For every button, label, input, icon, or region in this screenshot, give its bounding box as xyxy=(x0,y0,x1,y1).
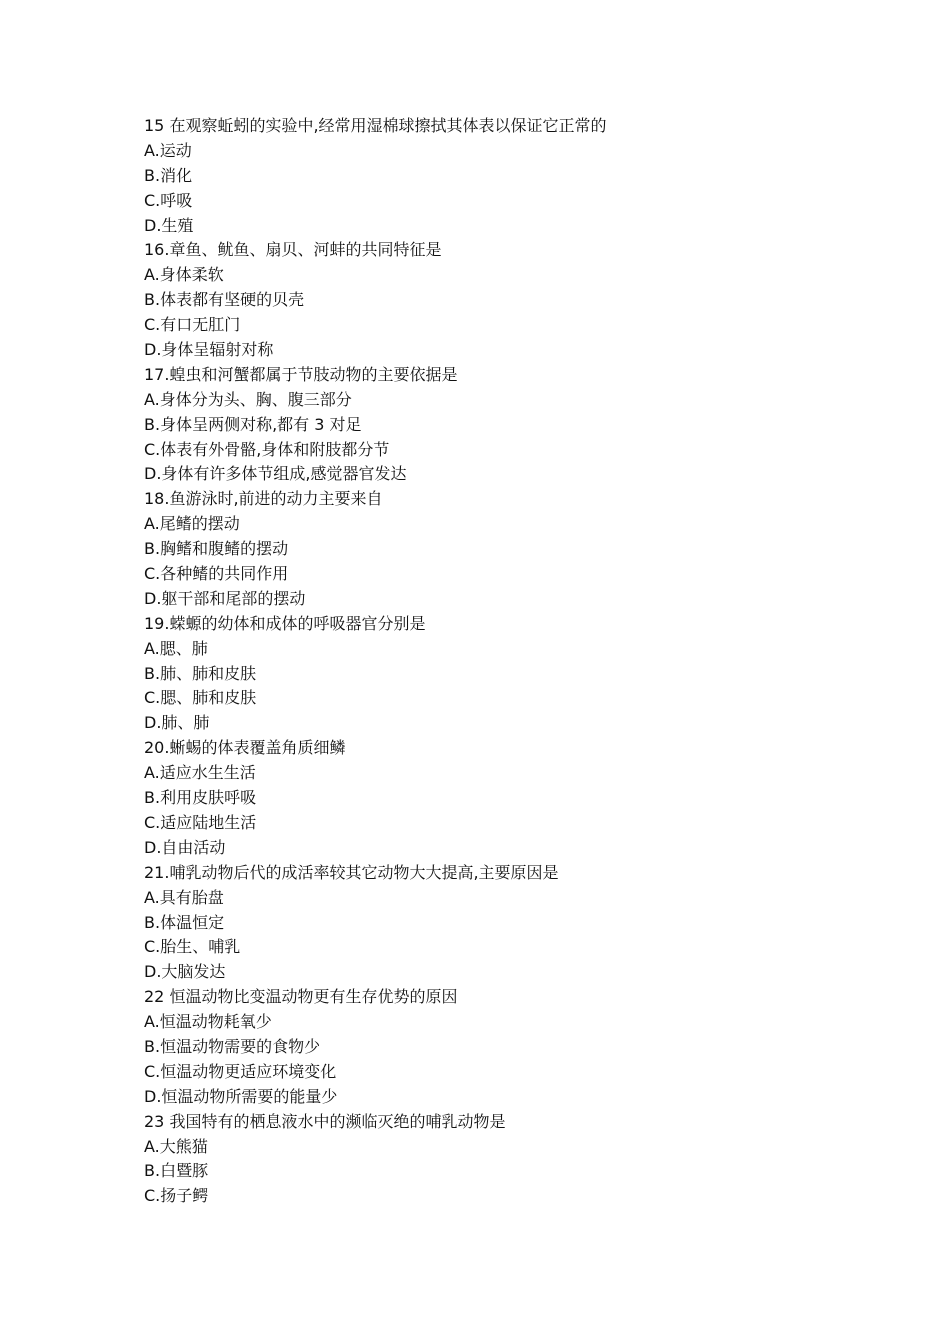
answer-option: A.尾鳍的摆动 xyxy=(144,514,240,534)
answer-option: A.身体柔软 xyxy=(144,265,224,285)
question-stem: 23 我国特有的栖息液水中的濒临灭绝的哺乳动物是 xyxy=(144,1111,506,1131)
question-stem: 20.蜥蜴的体表覆盖角质细鳞 xyxy=(144,738,346,758)
answer-option: C.各种鳍的共同作用 xyxy=(144,564,289,584)
answer-option: C.适应陆地生活 xyxy=(144,812,257,832)
answer-option: D.躯干部和尾部的摆动 xyxy=(144,588,306,608)
question-stem: 15 在观察蚯蚓的实验中,经常用湿棉球擦拭其体表以保证它正常的 xyxy=(144,116,607,135)
answer-option: D.大脑发达 xyxy=(144,962,226,982)
answer-option: B.消化 xyxy=(144,165,193,185)
answer-option: B.身体呈两侧对称,都有 3 对足 xyxy=(144,414,362,434)
answer-option: D.生殖 xyxy=(144,215,194,235)
answer-option: B.白暨豚 xyxy=(144,1161,209,1181)
answer-option: B.胸鳍和腹鳍的摆动 xyxy=(144,539,289,559)
question-stem: 22 恒温动物比变温动物更有生存优势的原因 xyxy=(144,987,458,1007)
answer-option: D.恒温动物所需要的能量少 xyxy=(144,1086,338,1106)
answer-option: A.运动 xyxy=(144,140,192,160)
answer-option: A.身体分为头、胸、腹三部分 xyxy=(144,389,352,409)
answer-option: A.恒温动物耗氧少 xyxy=(144,1012,272,1032)
answer-option: C.有口无肛门 xyxy=(144,315,241,335)
answer-option: B.恒温动物需要的食物少 xyxy=(144,1036,321,1056)
answer-option: A.腮、肺 xyxy=(144,638,208,658)
answer-option: D.自由活动 xyxy=(144,837,226,857)
answer-option: B.利用皮肤呼吸 xyxy=(144,788,257,808)
question-stem: 18.鱼游泳时,前进的动力主要来自 xyxy=(144,489,383,509)
question-stem: 19.蝾螈的幼体和成体的呼吸器官分别是 xyxy=(144,613,426,633)
answer-option: D.身体有许多体节组成,感觉器官发达 xyxy=(144,464,407,484)
question-stem: 16.章鱼、鱿鱼、扇贝、河蚌的共同特征是 xyxy=(144,240,442,260)
answer-option: B.体温恒定 xyxy=(144,912,225,932)
answer-option: C.扬子鳄 xyxy=(144,1186,209,1206)
answer-option: D.身体呈辐射对称 xyxy=(144,340,274,360)
answer-option: A.适应水生生活 xyxy=(144,763,256,783)
question-list xyxy=(144,114,844,1209)
answer-option: A.大熊猫 xyxy=(144,1136,208,1156)
question-stem: 17.蝗虫和河蟹都属于节肢动物的主要依据是 xyxy=(144,364,458,384)
answer-option: B.体表都有坚硬的贝壳 xyxy=(144,290,305,310)
answer-option: D.肺、肺 xyxy=(144,713,210,733)
answer-option: C.恒温动物更适应环境变化 xyxy=(144,1061,337,1081)
answer-option: C.腮、肺和皮肤 xyxy=(144,688,257,708)
answer-option: C.体表有外骨骼,身体和附肢都分节 xyxy=(144,439,390,459)
answer-option: B.肺、肺和皮肤 xyxy=(144,663,257,683)
answer-option: C.胎生、哺乳 xyxy=(144,937,241,957)
question-stem: 21.哺乳动物后代的成活率较其它动物大大提高,主要原因是 xyxy=(144,862,559,882)
answer-option: A.具有胎盘 xyxy=(144,887,224,907)
answer-option: C.呼吸 xyxy=(144,190,193,210)
